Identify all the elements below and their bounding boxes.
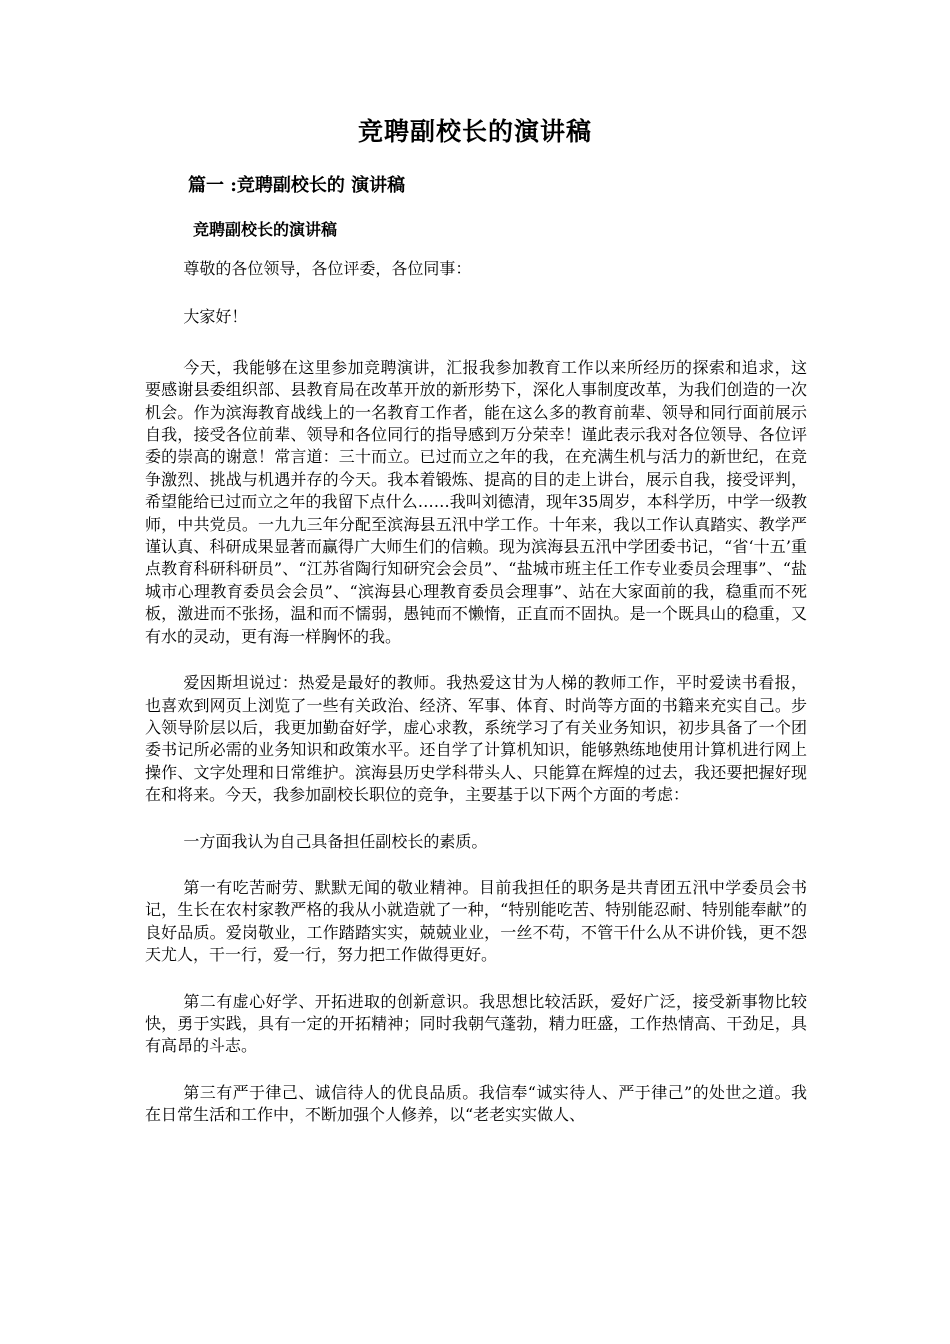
section-heading: 篇一 :竞聘副校长的 演讲稿 — [188, 175, 406, 196]
sub-heading: 竞聘副校长的演讲稿 — [193, 220, 338, 239]
greeting-paragraph: 大家好！ — [183, 307, 248, 327]
document-title: 竞聘副校长的演讲稿 — [357, 117, 592, 146]
salutation-paragraph: 尊敬的各位领导，各位评委，各位同事： — [183, 259, 472, 278]
body-paragraph: 第一有吃苦耐劳、默默无闻的敬业精神。目前我担任的职务是共青团五汛中学委员会书记，生长在农村家教严格的我从小就造就了一种，“特别能吃苦、特别能忍耐、特别能奉献”的良好品质。爱岗敬业，工作踏踏实实，兢兢业业，一丝不苟，不管干什么从不讲价钱，更不怨天尤人，干一行，爱一行，努力把工作做得更好。 — [145, 877, 807, 965]
body-paragraph: 第二有虚心好学、开拓进取的创新意识。我思想比较活跃，爱好广泛，接受新事物比较快，勇于实践，具有一定的开拓精神；同时我朝气蓬勃，精力旺盛，工作热情高、干劲足，具有高昂的斗志。 — [145, 991, 807, 1056]
body-paragraph: 第三有严于律己、诚信待人的优良品质。我信奉“诚实待人、严于律己”的处世之道。我在日常生活和工作中，不断加强个人修养，以“老老实实做人、 — [145, 1082, 807, 1125]
body-paragraph: 爱因斯坦说过：热爱是最好的教师。我热爱这甘为人梯的教师工作，平时爱读书看报，也喜欢到网页上浏览了一些有关政治、经济、军事、体育、时尚等方面的书籍来充实自己。步入领导阶层以后，我更加勤奋好学，虚心求教，系统学习了有关业务知识，初步具备了一个团委书记所必需的业务知识和政策水平。还自学了计算机知识，能够熟练地使用计算机进行网上操作、文字处理和日常维护。滨海县历史学科带头人、只能算在辉煌的过去，我还要把握好现在和将来。今天，我参加副校长职位的竞争，主要基于以下两个方面的考虑： — [145, 673, 807, 805]
body-paragraph: 今天，我能够在这里参加竞聘演讲，汇报我参加教育工作以来所经历的探索和追求，这要感谢县委组织部、县教育局在改革开放的新形势下，深化人事制度改革，为我们创造的一次机会。作为滨海教育战线上的一名教育工作者，能在这么多的教育前辈、领导和同行面前展示自我，接受各位前辈、领导和各位同行的指导感到万分荣幸！谨此表示我对各位领导、各位评委的崇高的谢意！常言道：三十而立。已过而立之年的我，在充满生机与活力的新世纪，在竞争激烈、挑战与机遇并存的今天。我本着锻炼、提高的目的走上讲台，展示自我，接受评判，希望能给已过而立之年的我留下点什么……我叫刘德清，现年35周岁，本科学历，中学一级教师，中共党员。一九九三年分配至滨海县五汛中学工作。十年来，我以工作认真踏实、教学严谨认真、科研成果显著而赢得广大师生们的信赖。现为滨海县五汛中学团委书记，“省‘十五’重点教育科研科研员”、“江苏省陶行知研究会会员”、“盐城市班主任工作专业委员会理事”、“盐城市心理教育委员会会员”、“滨海县心理教育委员会理事”、站在大家面前的我，稳重而不死板，激进而不张扬，温和而不懦弱，愚钝而不懒惰，正直而不固执。是一个既具山的稳重，又有水的灵动，更有海一样胸怀的我。 — [145, 357, 807, 646]
document-body — [145, 258, 807, 1151]
body-paragraph: 一方面我认为自己具备担任副校长的素质。 — [183, 831, 488, 851]
